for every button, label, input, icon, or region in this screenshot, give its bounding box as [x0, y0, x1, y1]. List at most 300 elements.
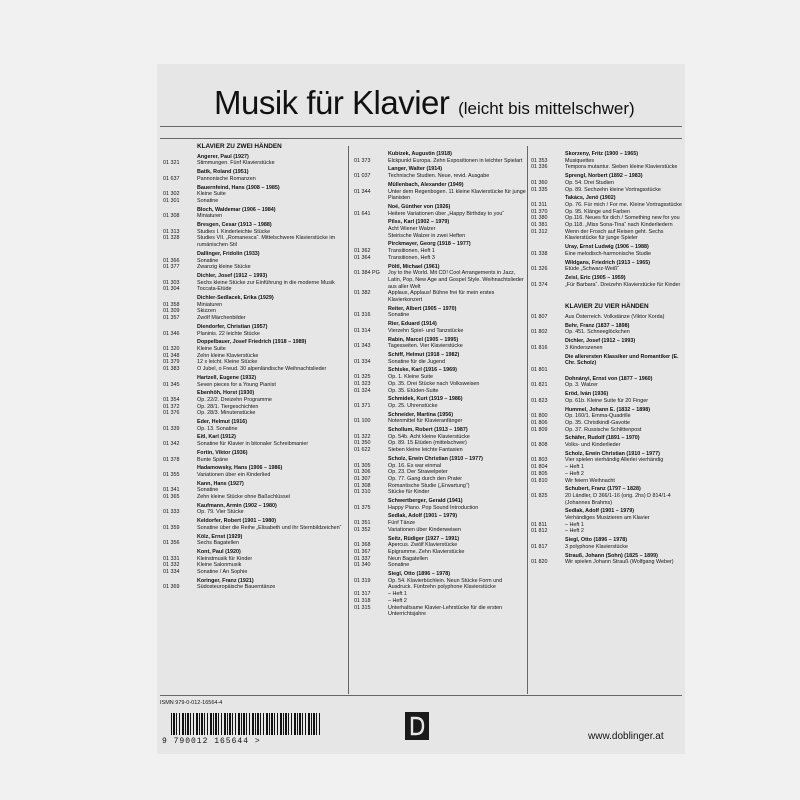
catalog-number: 01 364: [354, 254, 371, 261]
work-row: [163, 410, 345, 417]
composer-entry: [354, 513, 526, 533]
title-subtitle: (leicht bis mittelschwer): [458, 99, 635, 118]
catalog-number: 01 823: [531, 397, 548, 404]
catalog-number: 01 344: [354, 188, 371, 195]
composer-entry: [531, 151, 683, 171]
catalog-number: 01 318: [354, 597, 371, 604]
work-row: [163, 540, 345, 547]
catalog-number: 01 333: [163, 509, 180, 516]
catalog-number: 01 037: [354, 173, 371, 180]
work-title: Sonatine: [197, 487, 219, 494]
work-title: Op. 54. Drei Studien: [565, 179, 614, 186]
composer-entry: [354, 219, 526, 239]
composer-name: Hartzell, Eugene (1932): [197, 374, 257, 381]
work-title: Wir feiern Weihnacht: [565, 477, 615, 484]
work-row: [163, 404, 345, 411]
work-title: Op.116. Neues für dich / Something new for you: [565, 215, 680, 222]
composer-entry: [531, 553, 683, 566]
work-row: [163, 525, 345, 532]
work-row: [531, 528, 683, 535]
catalog-number: 01 810: [531, 477, 548, 484]
composer-name: Kaufmann, Armin (1902 – 1980): [197, 502, 277, 509]
work-title: Op. 28/1. Tiergeschichten: [197, 403, 259, 410]
work-row: [354, 248, 526, 255]
catalog-number: 01 307: [354, 475, 371, 482]
work-row: [163, 426, 345, 433]
composer-entry: [531, 338, 683, 351]
composer-entry: [531, 244, 683, 257]
catalog-number: 01 321: [163, 160, 180, 167]
composer-entry: [163, 169, 345, 182]
work-row: [354, 359, 526, 366]
publisher-url: www.doblinger.at: [588, 731, 664, 742]
work-row: [531, 229, 683, 242]
composer-entry: [354, 306, 526, 319]
composer-name: Kann, Hans (1927): [197, 480, 244, 487]
work-row: [531, 251, 683, 258]
work-row: [163, 441, 345, 448]
composer-name: Noé, Günther von (1926): [388, 203, 451, 210]
work-row: [163, 302, 345, 309]
work-row: [354, 343, 526, 350]
catalog-number: 01 372: [163, 403, 180, 410]
composer-name: Strauß, Johann (Sohn) (1825 – 1899): [565, 552, 658, 559]
catalog-number: 01 351: [354, 520, 371, 527]
work-title: Steirische Walzer in zwei Heften: [388, 232, 466, 239]
work-title: Op. 61b. Kleine Suite für 20 Finger: [565, 397, 649, 404]
work-row: [354, 562, 526, 569]
work-title: 20 Ländler, D 366/1-16 (orig. 2hs) D 814/1-4 (Johannes Brahms): [565, 492, 671, 506]
work-row: [531, 464, 683, 471]
work-row: [531, 522, 683, 529]
composer-entry: [354, 204, 526, 217]
work-row: [163, 258, 345, 265]
catalog-number: 01 367: [354, 548, 371, 555]
catalog-number: 01 324: [354, 387, 371, 394]
composer-name: Reiter, Albert (1905 – 1970): [388, 305, 457, 312]
work-row: [531, 222, 683, 229]
work-title: Studies VII. „Romanesca“. Mittelschwere Klavierstücke im rumänischen Stil: [197, 235, 336, 249]
composer-name: Seitz, Rüdiger (1927 – 1991): [388, 535, 460, 542]
composer-name: Angerer, Paul (1927): [197, 153, 249, 160]
catalog-number: 01 355: [163, 471, 180, 478]
composer-entry: [531, 486, 683, 506]
title-rule-bottom: [160, 138, 682, 139]
work-title: Miniaturen: [197, 301, 223, 308]
composer-name: Kubizek, Augustin (1918): [388, 151, 452, 157]
composer-name: Schiff, Helmut (1918 – 1982): [388, 351, 460, 358]
work-title: Acht Wiener Walzer: [388, 226, 436, 233]
work-row: [531, 329, 683, 336]
catalog-number: 01 325: [354, 374, 371, 381]
work-row: [163, 494, 345, 501]
work-title: Vier spielen vierhändig Allerlei vierhändig: [565, 457, 664, 464]
work-row: [163, 346, 345, 353]
work-title: Zwanzig kleine Stücke: [197, 264, 251, 271]
composer-entry: [531, 435, 683, 448]
catalog-number: [354, 226, 388, 233]
work-row: [531, 442, 683, 449]
composer-name: Eitl, Karl (1912): [197, 434, 236, 441]
work-title: – Heft 1: [565, 464, 584, 471]
composer-entry: [354, 321, 526, 334]
composer-entry: [531, 354, 683, 374]
work-row: [531, 209, 683, 216]
composer-entry: [163, 207, 345, 220]
footer-rule: [160, 695, 682, 696]
composer-entry: [163, 339, 345, 373]
work-row: [354, 374, 526, 381]
work-title: Musiquettes: [565, 157, 595, 164]
work-title: Variationen über Kinderweisen: [388, 526, 462, 533]
work-title: Variationen über ein Kinderlied: [197, 471, 271, 478]
work-row: [163, 191, 345, 198]
catalog-number: 01 354: [163, 396, 180, 403]
work-title: Op. 54. Klavierbüchlein. Neun Stücke Form und Ausdruck. Fünfzehn polyphone Klavierstücke: [388, 577, 503, 591]
composer-name: Eder, Helmut (1916): [197, 419, 248, 426]
catalog-number: 01 377: [163, 264, 180, 271]
work-title: Op. 76. Für mich / For me. Kleine Vortragsstücke: [565, 201, 682, 208]
work-title: – Heft 1: [565, 521, 584, 528]
composer-name: Hummel, Johann E. (1832 – 1898): [565, 406, 651, 413]
work-title: Sonatine: [388, 312, 410, 319]
work-row: [354, 255, 526, 262]
catalog-number: [354, 233, 388, 240]
catalog-number: 01 350: [354, 440, 371, 447]
composer-name: Kont, Paul (1920): [197, 548, 241, 555]
work-title: Op. 95. Klänge und Farben: [565, 208, 631, 215]
catalog-number: 01 820: [531, 559, 548, 566]
work-row: [531, 202, 683, 209]
catalog-number: 01 808: [531, 442, 548, 449]
work-title: O Jubel, o Freud. 30 alpenländische Weihnachtslieder: [197, 366, 327, 373]
catalog-number: 01 340: [354, 562, 371, 569]
composer-entry: [163, 295, 345, 322]
catalog-number: 01 352: [354, 526, 371, 533]
work-title: Pannonische Romanzen: [197, 175, 256, 182]
work-row: [163, 315, 345, 322]
composer-entry: [354, 571, 526, 618]
composer-name: Bresgen, Cesar (1913 – 1988): [197, 222, 272, 229]
work-row: [354, 489, 526, 496]
catalog-number: 01 356: [163, 540, 180, 547]
work-title: Joy to the World. Mit CD! Cool Arrangements in Jazz, Latin, Pop, New Age and Gospel Style. Weihnachtslieder aus aller Welt: [388, 270, 524, 290]
work-row: [531, 544, 683, 551]
work-row: [354, 158, 526, 165]
composer-name: Bloch, Waldemar (1906 – 1984): [197, 206, 276, 213]
work-row: [163, 562, 345, 569]
publisher-logo-icon: [405, 712, 429, 740]
catalog-number: 01 339: [163, 425, 180, 432]
work-row: [163, 353, 345, 360]
work-row: [163, 584, 345, 591]
composer-entry: [354, 241, 526, 261]
catalog-number: 01 369: [163, 584, 180, 591]
catalog-number: 01 811: [531, 521, 548, 528]
catalog-number: 01 305: [354, 462, 371, 469]
catalog-number: 01 362: [354, 248, 371, 255]
work-row: [531, 187, 683, 194]
work-row: [354, 381, 526, 388]
catalog-number: 01 821: [531, 382, 548, 389]
catalog-number: 01 332: [163, 562, 180, 569]
work-title: Apercus. Zwölf Klavierstücke: [388, 542, 458, 549]
catalog-number: 01 323: [354, 380, 371, 387]
work-row: [354, 469, 526, 476]
work-row: [354, 542, 526, 549]
column-three: [531, 151, 683, 568]
catalog-number: 01 817: [531, 543, 548, 550]
composer-entry: [531, 275, 683, 288]
composer-entry: [531, 537, 683, 550]
work-title: Sonatine: [388, 562, 410, 569]
catalog-number: 01 311: [531, 201, 548, 208]
work-title: Kleine Suite: [197, 191, 226, 198]
work-title: Sonatine: [197, 197, 219, 204]
work-title: Kleinstmusik für Kinder: [197, 555, 253, 562]
catalog-number: 01 637: [163, 175, 180, 182]
work-title: Op. 89. Sechzehn kleine Vortragsstücke: [565, 186, 661, 193]
work-title: Op. 13. Sonatine: [197, 425, 238, 432]
composer-entry: [354, 536, 526, 570]
composer-name: Pöltl, Michael (1961): [388, 263, 440, 270]
work-title: Op. 22/2. Dreizehn Programme: [197, 396, 272, 403]
composer-name: Pilss, Karl (1902 – 1979): [388, 219, 450, 226]
catalog-number: 01 309: [163, 308, 180, 315]
catalog-number: 01 370: [531, 208, 548, 215]
composer-name: Hadamowsky, Hans (1906 – 1986): [197, 465, 283, 472]
composer-name: Sedlak, Adolf (1901 – 1979): [565, 508, 635, 515]
work-title: Sonatine über die Reihe „Elisabeth und ihr Sternbildzeichen“: [197, 524, 342, 531]
work-title: Op. 54b. Acht kleine Klavierstücke: [388, 433, 470, 440]
section-heading-four-hands: KLAVIER ZU VIER HÄNDEN: [565, 303, 649, 311]
catalog-number: 01 331: [163, 555, 180, 562]
work-title: Transitionen, Heft 3: [388, 254, 435, 261]
work-row: [354, 440, 526, 447]
catalog-number: 01 320: [163, 345, 180, 352]
column-two-hands-1: [163, 144, 345, 593]
catalog-number: 01 304: [163, 286, 180, 293]
work-title: Happy Piano. Pop Sound Introduction: [388, 504, 479, 511]
work-row: [531, 515, 683, 522]
catalog-number: 01 302: [163, 191, 180, 198]
composer-entry: [163, 450, 345, 463]
catalog-number: 01 379: [163, 359, 180, 366]
composer-entry: [163, 503, 345, 516]
work-row: [163, 286, 345, 293]
catalog-number: 01 807: [531, 314, 548, 321]
catalog-number: 01 343: [354, 343, 371, 350]
catalog-number: 01 346: [163, 330, 180, 337]
catalog-number: 01 314: [354, 327, 371, 334]
work-row: [354, 403, 526, 410]
work-title: Op. 35. Christkindl-Gavotte: [565, 419, 631, 426]
work-row: [354, 591, 526, 598]
composer-name: Schmidek, Kurt (1919 – 1986): [388, 396, 463, 403]
composer-name: Sedlak, Adolf (1901 – 1979): [388, 513, 458, 520]
work-title: Op. 37. Russische Schlittenpost: [565, 426, 642, 433]
work-title: Op. 35. Drei Stücke nach Volksweisen: [388, 380, 480, 387]
work-row: [531, 420, 683, 427]
composer-entry: [163, 251, 345, 271]
work-title: 3 polyphone Klavierstücke: [565, 543, 628, 550]
work-title: Fünf Tänze: [388, 520, 416, 527]
catalog-number: 01 303: [163, 279, 180, 286]
composer-name: Skorzeny, Fritz (1900 – 1965): [565, 151, 639, 157]
work-row: [354, 328, 526, 335]
catalog-number: 01 805: [531, 470, 548, 477]
catalog-number: 01 371: [354, 402, 371, 409]
work-row: [531, 164, 683, 171]
composer-entry: [163, 518, 345, 531]
work-row: [163, 235, 345, 248]
work-title: 3 Kinderszenen: [565, 344, 603, 351]
composer-entry: [354, 427, 526, 454]
work-title: Notenmittel für Klavieranfänger: [388, 418, 463, 425]
catalog-number: 01 100: [354, 418, 371, 425]
title-rule-top: [160, 126, 682, 127]
work-title: Stimmungen. Fünf Klavierstücke: [197, 160, 275, 167]
work-row: [163, 472, 345, 479]
work-title: Neun Bagatellen: [388, 555, 428, 562]
work-title: Op. 16. Es war einmal: [388, 462, 442, 469]
work-row: [163, 176, 345, 183]
work-title: Skizzen: [197, 308, 216, 315]
work-row: [354, 527, 526, 534]
composer-entry: [354, 367, 526, 394]
work-title: Sonatine für die Jugend: [388, 358, 445, 365]
catalog-number: 01 641: [354, 210, 371, 217]
catalog-number: [531, 515, 565, 522]
work-title: Miniaturen: [197, 213, 223, 220]
work-row: [354, 556, 526, 563]
work-title: Sechs kleine Stücke zur Einführung in die moderne Musik: [197, 279, 335, 286]
work-row: [354, 290, 526, 303]
composer-entry: [354, 498, 526, 511]
work-title: Tempora mutantur. Sieben kleine Klavierstücke: [565, 164, 678, 171]
work-row: [354, 211, 526, 218]
composer-name: Pirckmayer, Georg (1918 – 1977): [388, 241, 471, 248]
catalog-number: 01 802: [531, 329, 548, 336]
work-row: [354, 233, 526, 240]
work-row: [163, 397, 345, 404]
composer-name: Behr, Franz (1837 – 1898): [565, 322, 630, 329]
composer-entry: [163, 549, 345, 576]
composer-name: Koringer, Franz (1921): [197, 577, 254, 584]
work-title: Sonatine: [197, 257, 219, 264]
barcode: [171, 713, 321, 735]
composer-entry: [163, 534, 345, 547]
work-title: Stücke für Kinder: [388, 489, 430, 496]
work-title: Op. 89. 15 Etüden (mittelschwer): [388, 440, 467, 447]
title-main: Musik für Klavier: [214, 84, 450, 121]
catalog-number: 01 345: [163, 381, 180, 388]
composer-entry: [531, 376, 683, 389]
catalog-number: 01 315: [354, 604, 371, 611]
catalog-number: 01 803: [531, 457, 548, 464]
work-title: Heitere Variationen über „Happy Birthday to you“: [388, 210, 505, 217]
work-title: – Heft 2: [565, 470, 584, 477]
work-row: [531, 413, 683, 420]
catalog-number: 01 382: [354, 290, 371, 297]
composer-name: Bauernfeind, Hans (1908 – 1985): [197, 184, 280, 191]
composer-name: Ebenhöh, Horst (1930): [197, 390, 255, 397]
work-title: Op. 28/3. Minutenstücke: [197, 410, 256, 417]
catalog-number: 01 812: [531, 528, 548, 535]
work-title: 12 x leicht. Kleine Stücke: [197, 359, 258, 366]
composer-entry: [163, 375, 345, 388]
work-row: [163, 280, 345, 287]
work-title: Wir spielen Johann Strauß (Wolfgang Weber): [565, 559, 674, 566]
work-row: [354, 189, 526, 202]
work-title: Transitionen, Heft 1: [388, 248, 435, 255]
composer-name: Dallinger, Fridolin (1933): [197, 250, 260, 257]
composer-entry: [163, 481, 345, 501]
composer-entry: [163, 578, 345, 591]
entry-list: [531, 151, 683, 288]
composer-entry: [531, 195, 683, 242]
work-row: [354, 388, 526, 395]
work-title: Kleine Salonmusik: [197, 562, 242, 569]
composer-name: Müllenbach, Alexander (1949): [388, 181, 464, 188]
catalog-number: 01 383: [163, 366, 180, 373]
work-title: Op. 23. Der Strawelpeter: [388, 469, 448, 476]
catalog-number: 01 308: [163, 213, 180, 220]
composer-name: Keldorfer, Robert (1901 – 1980): [197, 518, 277, 525]
catalog-number: 01 373: [354, 157, 371, 164]
work-row: [163, 487, 345, 494]
composer-name: Diendorfer, Christian (1957): [197, 323, 268, 330]
catalog-number: 01 800: [531, 413, 548, 420]
work-row: [354, 447, 526, 454]
work-title: Zehn kleine Stücke ohne Baßschlüssel: [197, 494, 290, 501]
composer-entry: [163, 434, 345, 447]
work-title: Op. 1. Kleine Suite: [388, 374, 433, 381]
catalog-number: 01 365: [163, 494, 180, 501]
work-row: [531, 493, 683, 506]
composer-name: Rabin, Marcel (1905 – 1995): [388, 336, 459, 343]
work-title: Op. 25. Uhrenstücke: [388, 402, 438, 409]
work-row: [531, 215, 683, 222]
composer-name: Schollum, Robert (1913 – 1987): [388, 427, 468, 434]
composer-name: Dichler, Josef (1912 – 1993): [565, 338, 636, 345]
entry-list: [354, 151, 526, 618]
work-title: Tagesseiten. Vier Klavierstücke: [388, 343, 463, 350]
work-row: [531, 478, 683, 485]
composer-entry: [163, 419, 345, 432]
work-row: [354, 483, 526, 490]
work-row: [531, 266, 683, 273]
work-row: [531, 382, 683, 389]
work-row: [163, 569, 345, 576]
catalog-number: 01 357: [163, 315, 180, 322]
composer-entry: [354, 396, 526, 409]
work-row: [163, 308, 345, 315]
work-title: Südosteuropäische Bauerntänze: [197, 584, 276, 591]
composer-entry: [163, 154, 345, 167]
composer-entry: [531, 391, 683, 404]
catalog-number: 01 816: [531, 344, 548, 351]
work-row: [531, 367, 683, 374]
composer-name: Schiske, Karl (1916 – 1969): [388, 367, 457, 374]
catalog-number: 01 366: [163, 257, 180, 264]
work-row: [163, 160, 345, 167]
composer-entry: [163, 390, 345, 417]
composer-entry: [531, 508, 683, 535]
composer-entry: [163, 185, 345, 205]
work-row: [354, 476, 526, 483]
work-row: [531, 158, 683, 165]
